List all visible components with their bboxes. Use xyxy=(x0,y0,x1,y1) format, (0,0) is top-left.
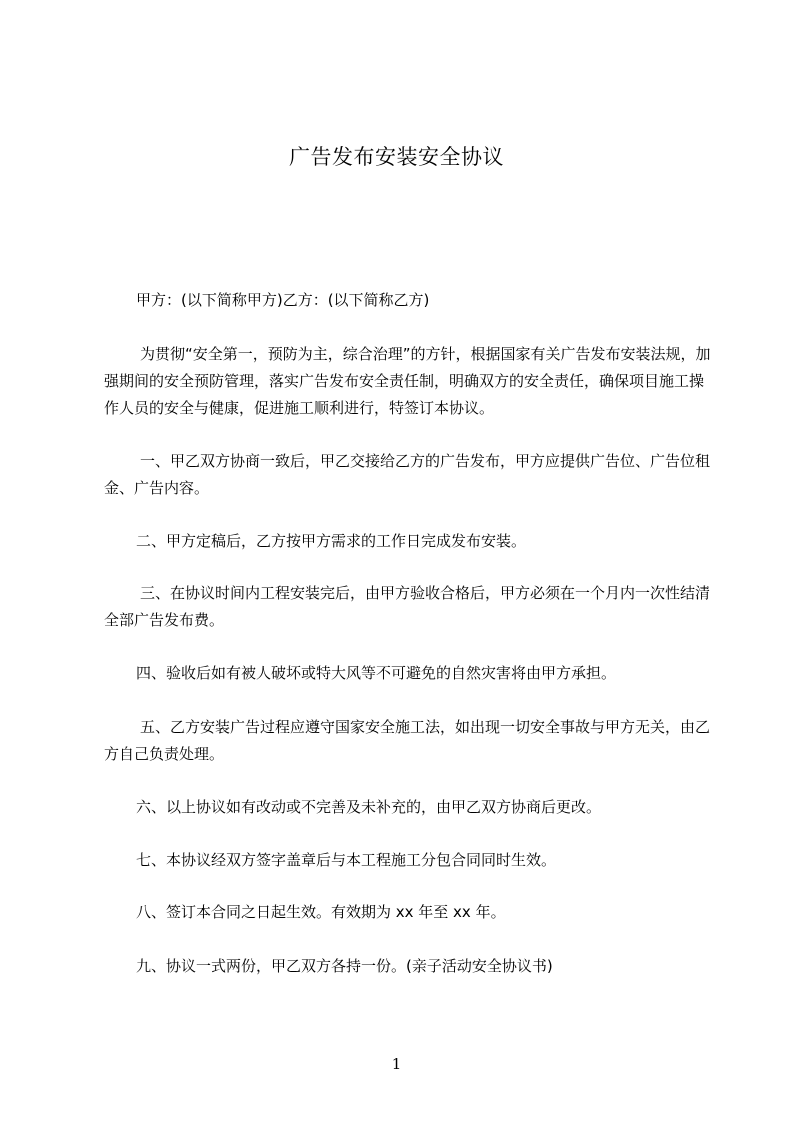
clause-7-paragraph: 七、本协议经双方签字盖章后与本工程施工分包合同同时生效。 xyxy=(136,851,557,869)
clause-2-paragraph: 二、甲方定稿后，乙方按甲方需求的工作日完成发布安装。 xyxy=(136,532,527,550)
preamble-paragraph: 为贯彻“安全第一，预防为主，综合治理”的方针，根据国家有关广告发布安装法规，加强期间的安全预防管理，落实广告发布安全责任制，明确双方的安全责任，确保项目施工操作人员的安全与健康，促进施工顺利进行，特签订本协议。 xyxy=(104,345,711,417)
clause-8-paragraph: 八、签订本合同之日起生效。有效期为 xx 年至 xx 年。 xyxy=(136,903,506,921)
page-number: 1 xyxy=(391,1055,402,1073)
clause-1-paragraph: 一、甲乙双方协商一致后，甲乙交接给乙方的广告发布，甲方应提供广告位、广告位租金、广告内容。 xyxy=(104,452,711,497)
clause-6-paragraph: 六、以上协议如有改动或不完善及未补充的，由甲乙双方协商后更改。 xyxy=(136,798,602,816)
parties-paragraph: 甲方：(以下简称甲方)乙方：(以下简称乙方) xyxy=(136,291,430,309)
clause-4-paragraph: 四、验收后如有被人破坏或特大风等不可避免的自然灾害将由甲方承担。 xyxy=(136,664,617,682)
document-title: 广告发布安装安全协议 xyxy=(289,145,504,169)
clause-5-paragraph: 五、乙方安装广告过程应遵守国家安全施工法，如出现一切安全事故与甲方无关，由乙方自己负责处理。 xyxy=(104,718,711,763)
clause-9-paragraph: 九、协议一式两份，甲乙双方各持一份。(亲子活动安全协议书) xyxy=(136,957,553,975)
clause-3-paragraph: 三、在协议时间内工程安装完后，由甲方验收合格后，甲方必须在一个月内一次性结清全部广告发布费。 xyxy=(104,584,711,629)
